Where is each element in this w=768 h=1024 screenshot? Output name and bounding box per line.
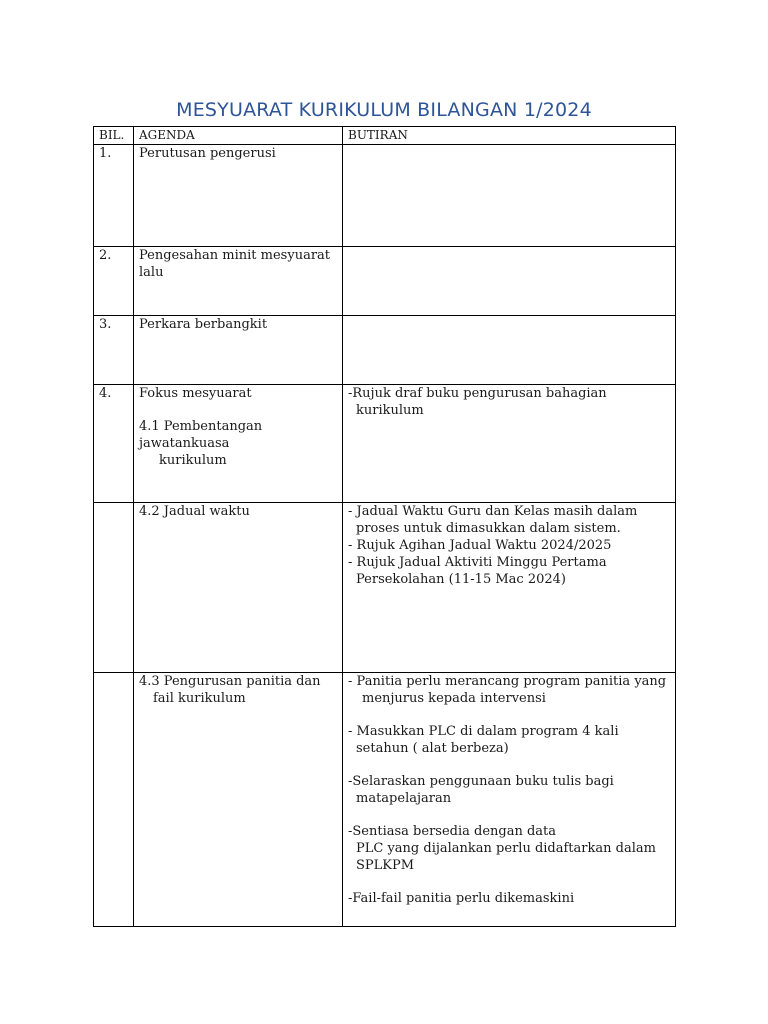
- butiran-line: - Jadual Waktu Guru dan Kelas masih dalam: [348, 504, 638, 519]
- butiran-line: -Rujuk draf buku pengurusan bahagian: [348, 386, 607, 401]
- agenda-line: kurikulum: [159, 453, 227, 468]
- table-row: [94, 673, 676, 927]
- table-row: [94, 503, 676, 673]
- agenda-line: fail kurikulum: [153, 691, 246, 706]
- agenda-line: lalu: [139, 265, 164, 280]
- table-row: [94, 247, 676, 316]
- butiran-cell: [343, 145, 676, 247]
- butiran-line: -Sentiasa bersedia dengan data: [348, 824, 557, 839]
- table-row: [94, 145, 676, 247]
- header-agenda: AGENDA: [134, 127, 343, 145]
- bil-cell: 1.: [94, 145, 134, 247]
- butiran-cell: [343, 673, 676, 927]
- butiran-line: matapelajaran: [356, 791, 452, 806]
- agenda-line: Fokus mesyuarat: [139, 386, 252, 401]
- agenda-line: 4.1 Pembentangan: [139, 419, 263, 434]
- butiran-line: -Fail-fail panitia perlu dikemaskini: [348, 891, 575, 906]
- butiran-line: menjurus kepada intervensi: [362, 691, 546, 706]
- header-bil: BIL.: [94, 127, 134, 145]
- table-header-row: [94, 127, 676, 145]
- butiran-line: - Masukkan PLC di dalam program 4 kali: [348, 724, 619, 739]
- bil-cell: 4.: [94, 385, 134, 503]
- agenda-cell: [134, 673, 343, 927]
- document-title: MESYUARAT KURIKULUM BILANGAN 1/2024: [176, 99, 592, 121]
- butiran-line: - Rujuk Jadual Aktiviti Minggu Pertama: [348, 555, 607, 570]
- header-butiran: BUTIRAN: [343, 127, 676, 145]
- agenda-line: jawatankuasa: [139, 436, 230, 451]
- bil-cell: [94, 503, 134, 673]
- butiran-line: SPLKPM: [356, 858, 415, 873]
- butiran-cell: [343, 385, 676, 503]
- agenda-cell: [134, 385, 343, 503]
- agenda-line: Perutusan pengerusi: [139, 146, 276, 161]
- agenda-cell: [134, 247, 343, 316]
- butiran-line: Persekolahan (11-15 Mac 2024): [356, 572, 566, 587]
- table-row: [94, 316, 676, 385]
- agenda-line: 4.3 Pengurusan panitia dan: [139, 674, 321, 689]
- table-row: [94, 385, 676, 503]
- butiran-line: - Rujuk Agihan Jadual Waktu 2024/2025: [348, 538, 612, 553]
- butiran-line: -Selaraskan penggunaan buku tulis bagi: [348, 774, 614, 789]
- minutes-table: [93, 126, 676, 927]
- agenda-cell: [134, 503, 343, 673]
- butiran-cell: [343, 247, 676, 316]
- agenda-cell: [134, 145, 343, 247]
- butiran-line: - Panitia perlu merancang program panitia yang: [348, 674, 667, 689]
- bil-cell: [94, 673, 134, 927]
- butiran-line: kurikulum: [356, 403, 424, 418]
- butiran-line: setahun ( alat berbeza): [356, 741, 509, 756]
- butiran-line: proses untuk dimasukkan dalam sistem.: [356, 521, 621, 536]
- agenda-line: 4.2 Jadual waktu: [139, 504, 250, 519]
- agenda-line: Perkara berbangkit: [139, 317, 268, 332]
- agenda-line: Pengesahan minit mesyuarat: [139, 248, 331, 263]
- bil-cell: 3.: [94, 316, 134, 385]
- agenda-cell: [134, 316, 343, 385]
- bil-cell: 2.: [94, 247, 134, 316]
- butiran-cell: [343, 316, 676, 385]
- butiran-line: PLC yang dijalankan perlu didaftarkan dalam: [356, 841, 656, 856]
- butiran-cell: [343, 503, 676, 673]
